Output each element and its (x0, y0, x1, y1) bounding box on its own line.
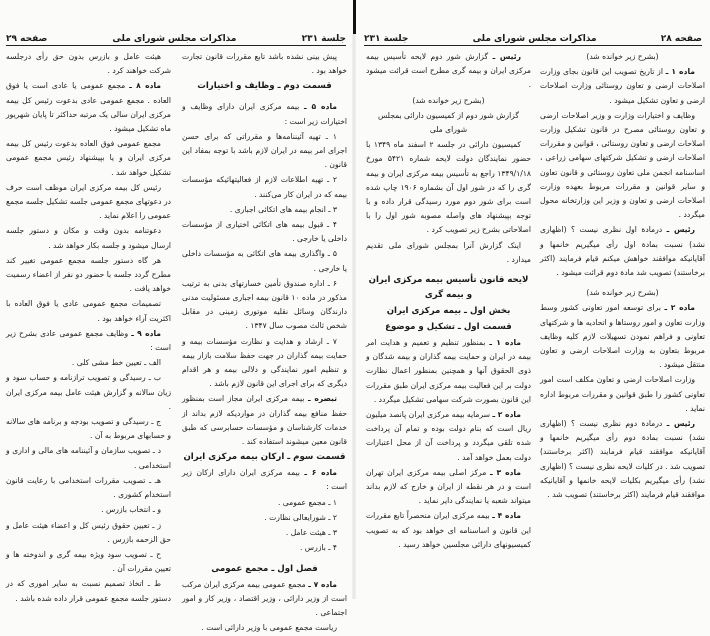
article-label: ماده ۲ ـ (664, 303, 695, 313)
paragraph-text: بمنظور تنظیم و تعمیم و هدایت امر بیمه در ایران و حمایت بیمه گذاران و بیمه شدگان و ذوی الحقوق آنها و همچنین بمنظور اعمال نظارت دولت بر این فعالیت بیمه مرکزی ایران طبق مقررات این قانون بصورت شرکت سهامی تشکیل میگردد . (366, 338, 531, 404)
paragraph (6, 327, 171, 355)
session-number: جلسة ۲۳۱ (301, 34, 346, 44)
paragraph-text: تصمیمات مجمع عمومی عادی یا فوق العاده با اکثریت آراء خواهد بود . (6, 299, 171, 323)
paragraph-text: برای توسعه امور تعاونی کشور وسط وزارت تعاون و امور روستاها و اتحادیه ها و شرکتهای تعاونی و فراهم نمودن تسهیلات لازم کلیه وظایف مربوط بتعاون به وزارت اصلاحات ارضی و تعاون منتقل میشود . (540, 303, 705, 370)
paragraph (6, 577, 171, 605)
paragraph (182, 511, 347, 525)
article-label: رئیس ـ (666, 419, 695, 429)
paragraph-text: هر گاه دستور جلسه مجمع عمومی تغییر کند مطرح گردد جلسه با حضور دو نفر از اعضاء رسمیت خواهد یافت . (6, 255, 171, 294)
paragraph (6, 50, 171, 78)
paragraph (182, 392, 347, 449)
page-number: صفحه ۲۸ (660, 34, 702, 44)
paragraph-text: ۲ ـ تهیه اطلاعات لازم از فعالیتهائیکه مؤسسات بیمه که در ایران کار می‌کنند . (182, 175, 347, 199)
paragraph-text: درمادة اول نظری نیست ؟ (اظهاری نشد) نسبت بمادة اول رأی میگیریم خانمها و آقایانیکه موافقند خواهش میکنم قیام فرمایند (اکثر برخاستند) تصویب شد مادة دوم قرائت میشود . (540, 225, 705, 278)
paragraph (6, 137, 171, 180)
paragraph-text: بخش اول ـ بیمه مرکزی ایران (386, 306, 511, 317)
paragraph-text: بیمه مرکزی ایران دارای وظایف و اختیارات زیر است : (182, 102, 347, 126)
paragraph-text: ۳ ـ هیئت عامل . (285, 528, 337, 538)
article-label: ماده ۷ ـ (308, 579, 337, 589)
paragraph (540, 109, 705, 223)
article-label: ماده ۱ ـ (665, 67, 695, 77)
paragraph-text: از تاریخ تصویب این قانون بجای وزارت اصلاحات ارضی و تعاون روستائی وزارت اصلاحات ارضی و تعاون تشکیل میشود . (540, 67, 705, 105)
right-page (356, 0, 710, 599)
paragraph (6, 297, 171, 325)
paragraph (6, 415, 171, 443)
paragraph (366, 138, 531, 237)
article-label: ماده ۵ ـ (303, 102, 337, 112)
article-label: ماده ۲ ـ (492, 410, 521, 420)
article-label: تبصره ـ (307, 394, 337, 404)
paragraph (182, 526, 347, 540)
paragraph (540, 417, 705, 502)
paragraph-text: رئیس کل بیمه مرکزی ایران موظف است حرف در دعوتهای مجمع عمومی جلسه تشکیل جلسه مجمع عمومی را اعلام نماید . (6, 182, 171, 221)
article-label: رئیس ـ (666, 225, 695, 235)
paragraph (6, 254, 171, 297)
paragraph-text: قسمت سوم ـ ارکان بیمه مرکزی ایران (183, 452, 346, 463)
paragraph-text: ریاست مجمع عمومی با وزیر دارائی است . (201, 623, 337, 633)
paragraph (6, 181, 171, 224)
paragraph (182, 466, 347, 494)
article-label: ماده ۶ ـ (304, 468, 338, 478)
paragraph (182, 203, 347, 217)
paragraph-text: فصل اول ـ مجمع عمومی (211, 563, 318, 574)
section-heading (182, 562, 347, 577)
paragraph-text: وزارت اصلاحات ارضی و تعاون مکلف است امور تعاونی کشور را طبق قوانین و مقررات مربوط اداره نماید . (540, 375, 705, 413)
paragraph-text: بیمه مرکزی ایران منحصراً تابع مقررات این قانون و اساسنامه ای خواهد بود که به تصویب کمیسیونهای دارائی مجلسین خواهد رسید . (366, 511, 531, 549)
paragraph (366, 109, 531, 137)
section-heading (366, 304, 531, 319)
paragraph-text: لایحه قانون تأسیس بیمه مرکزی ایران و بیمه گری (368, 275, 529, 301)
paragraph (540, 286, 705, 300)
page-header (6, 31, 346, 46)
paragraph-text: ز ـ تعیین حقوق رئیس کل و اعضاء هیئت عامل و حق الزحمه بازرس . (6, 520, 171, 544)
section-heading (182, 79, 347, 94)
paragraph-text: ۷ ـ ارشاد و هدایت و نظارت مؤسسات بیمه و حمایت بیمه گذاران در جهت حفظ سلامت بازار بیمه و تنظیم امور نمایندگی و دلالی بیمه و هر اقدام دیگری که برای اجرای این قانون لازم باشد . (182, 336, 347, 389)
paragraph (6, 503, 171, 517)
paragraph-text: ۶ ـ اداره صندوق تأمین خسارتهای بدنی به ترتیب مذکور در ماده ۱۰ قانون بیمه اجباری مسئولیت مدنی دارندگان وسائل نقلیه موتوری زمینی در مقابل شخص ثالث مصوب سال ۱۳۴۷ . (182, 278, 347, 331)
paragraph (182, 100, 347, 128)
paragraph (540, 223, 705, 280)
left-page (0, 0, 354, 633)
paragraph-text: مجمع عمومی یا عادی است یا فوق العاده . مجمع عمومی عادی بدعوت رئیس کل بیمه مرکزی ایران سالی یک مرتبه حداکثر تا پایان شهریور ماه تشکیل میشود . (6, 81, 171, 134)
article-label: ماده ۸ ـ (129, 81, 162, 91)
paragraph (366, 509, 531, 552)
running-title: مذاکرات مجلس شورای ملی (112, 34, 237, 44)
paragraph-text: وظایف مجمع عمومی عادی بشرح زیر است : (6, 328, 171, 353)
paragraph (540, 50, 705, 64)
paragraph (6, 371, 171, 414)
paragraph-text: ۳ ـ انجام بیمه های اتکائی اجباری . (229, 204, 337, 214)
paragraph (182, 335, 347, 392)
paragraph (540, 65, 705, 108)
paragraph-text: مرکز اصلی بیمه مرکزی ایران تهران است و در هر نقطه از ایران و خارج که لازم بداند میتواند شعبه یا نمایندگی دایر نماید . (366, 467, 531, 506)
paragraph-text: مجمع عمومی فوق العاده بدعوت رئیس کل بیمه مرکزی ایران و یا بپیشنهاد رئیس مجمع عمومی تشکیل خواهد شد . (6, 139, 171, 177)
paragraph-text: هـ ـ تصویب مقررات استخدامی با رعایت قانون استخدام کشوری . (6, 475, 171, 500)
paragraph-text: پیش بینی نشده باشد تابع مقررات قانون تجارت خواهد بود . (182, 52, 347, 76)
article-label: ماده ۱ ـ (489, 338, 521, 348)
paragraph-text: کمیسیون دارائی در جلسه ۲ اسفند ماه ۱۳۴۹ با حضور نمایندگان دولت لایحه شماره ۵۴۲۱ مورخ ۱۳۴۹/۱/۱۸ راجع به تأسیس بیمه مرکزی ایران و بیمه گری را که در شور اول آن بشماره ۱۹۰۶ چاپ شده است برای شور دوم مورد رسیدگی قرار داده و با توجه بپیشنهاد های واصله مصوبه شور اول را با اصلاحاتی بشرح زیر تصویب کرد . (366, 140, 531, 235)
paragraph (366, 94, 531, 108)
paragraph (540, 373, 705, 416)
paragraph (182, 218, 347, 246)
section-heading (366, 273, 531, 303)
paragraph-text: بیمه مرکزی ایران دارای ارکان زیر است : (182, 468, 347, 492)
paragraph-text: وظایف و اختیارات وزارت و وزیر اصلاحات ارضی و تعاون روستائی مصرح در قانون تشکیل وزارت اصلاحات ارضی و تعاون روستائی ، قوانین و مقررات اصلاحات ارضی و تشکیل شرکتهای سهامی زراعی ، اساسنامه انجمن ملی تعاون روستائی و قانون تعاون و سایر قوانین و مقررات مربوط بعهده وزارت اصلاحات ارضی و تعاون و وزیر این وزارتخانه محول میگردد . (540, 110, 705, 220)
paragraph-text: ۴ ـ قبول بیمه های اتکائی اختیاری از مؤسسات داخلی یا خارجی . (182, 220, 347, 244)
session-number: جلسة ۲۳۱ (364, 34, 409, 44)
paragraph-text: درمادة دوم نظری نیست ؟ (اظهاری نشد) نسبت بمادة دوم رأی میگیریم خانمها و آقایانیکه موافقند قیام فرمایند (اکثر برخاستند) تصویب شد . در کلیات لایحه نظری نیست ؟ (اظهاری نشد) رأی میگیریم بکلیات لایحه خانمها و آقایانیکه موافقند قیام فرمایند (اکثر برخاستند) تصویب شد . (540, 419, 705, 500)
paragraph (182, 621, 347, 635)
paragraph (182, 496, 347, 510)
paragraph (182, 277, 347, 334)
paragraph (6, 548, 171, 576)
paragraph-text: (بشرح زیر خوانده شد) (412, 95, 485, 105)
paragraph (6, 519, 171, 547)
section-heading (366, 320, 531, 335)
paragraph (6, 474, 171, 502)
paragraph-text: (بشرح زیر خوانده شد) (586, 288, 659, 298)
text-column (366, 50, 531, 553)
paragraph (182, 247, 347, 275)
article-label: ماده ۴ ـ (492, 511, 521, 521)
paragraph (540, 301, 705, 372)
paragraph-text: ج ـ رسیدگی و تصویب بودجه و برنامه های سالانه و حسابهای مربوط به آن . (6, 417, 171, 441)
paragraph-text: ط ـ اتخاذ تصمیم نسبت به سایر اموری که در دستور جلسه مجمع عمومی قرار داده شده باشد . (6, 579, 171, 603)
paragraph (182, 130, 347, 173)
paragraph-text: ۲ ـ شورایعالی نظارت . (264, 512, 337, 522)
text-column (182, 50, 347, 636)
article-label: ماده ۹ ـ (131, 328, 162, 338)
page-header (364, 31, 702, 46)
paragraph-text: سرمایه بیمه مرکزی ایران پانصد میلیون ریال است که بنام دولت بوده و تمام آن پرداخت شده تلقی میگردد و پرداخت آن از محل اعتبارات دولت بعمل خواهد آمد . (366, 410, 531, 462)
paragraph-text: ح ـ تصویب سود ویژه بیمه گری و اندوخته ها و تعیین مقررات آن . (6, 549, 171, 574)
text-column (540, 50, 705, 503)
paragraph-text: مجمع عمومی بیمه مرکزی ایران مرکب است از وزیر دارائی ، وزیر اقتصاد ، وزیر کار و امور اجتماعی . (182, 579, 347, 617)
paragraph-text: (بشرح زیر خوانده شد) (586, 52, 659, 61)
paragraph-text: اینک گزارش آنرا بمجلس شورای ملی تقدیم میدارد . (366, 240, 531, 264)
paragraph-text: ب ـ رسیدگی و تصویب ترازنامه و حساب سود و زیان سالانه و گزارش هیئت عامل بیمه مرکزی ایران . (6, 373, 171, 411)
paragraph-text: د ـ تصویب سازمان و آئیننامه های مالی و اداری و استخدامی . (6, 446, 171, 470)
paragraph-text: هیئت عامل و بازرس بدون حق رأی درجلسه شرکت خواهند کرد . (6, 52, 171, 76)
text-column (6, 50, 171, 607)
paragraph-text: گزارش شور دوم لایحه تأسیس بیمه مرکزی ایران و بیمه گری مطرح است قرائت میشود . (366, 52, 531, 90)
paragraph-text: گزارش شور دوم از کمیسیون دارائی بمجلس شورای ملی (378, 110, 519, 135)
paragraph (182, 173, 347, 201)
paragraph (366, 239, 531, 267)
paragraph (366, 466, 531, 509)
paragraph (366, 408, 531, 465)
paragraph-text: ۱ ـ تهیه آئیننامه‌ها و مقرراتی که برای حسن اجرای امر بیمه در ایران لازم باشد با توجه بمفاد این قانون . (182, 131, 347, 170)
paragraph-text: قسمت دوم ـ وظایف و اختیارات (197, 81, 332, 92)
page-number: صفحه ۲۹ (6, 34, 48, 44)
paragraph-text: ۱ ـ مجمع عمومی . (277, 497, 337, 507)
paragraph (6, 444, 171, 472)
paragraph-text: ۴ ـ بازرس . (299, 543, 337, 553)
paragraph (182, 541, 347, 555)
paragraph (6, 79, 171, 136)
paragraph (6, 224, 171, 252)
paragraph-text: الف ـ تعیین خط مشی کلی . (71, 358, 161, 368)
paragraph-text: دعوتنامه بدون وقت و مکان و دستور جلسه ارسال میشود و جلسه بکار خواهد شد . (6, 226, 171, 250)
paragraph (6, 356, 171, 370)
paragraph (366, 336, 531, 407)
article-label: رئیس ـ (492, 52, 521, 61)
section-heading (182, 450, 347, 465)
paragraph-text: قسمت اول ـ تشکیل و موضوع (385, 322, 512, 333)
paragraph (366, 50, 531, 93)
paragraph-text: بیمه مرکزی ایران مجاز است بمنظور حفظ منافع بیمه گذاران در مواردیکه لازم بداند از خدمات کارشناسان و مؤسسات حسابرسی که طبق قانون معین میشوند استفاده کند . (182, 394, 347, 447)
article-label: ماده ۳ ـ (490, 467, 521, 477)
running-title: مذاکرات مجلس شورای ملی (472, 34, 597, 44)
paragraph (182, 50, 347, 78)
paragraph-text: ۵ ـ واگذاری بیمه های اتکائی به مؤسسات داخلی یا خارجی . (182, 249, 347, 273)
paragraph-text: و ـ انتخاب بازرس . (101, 505, 161, 515)
